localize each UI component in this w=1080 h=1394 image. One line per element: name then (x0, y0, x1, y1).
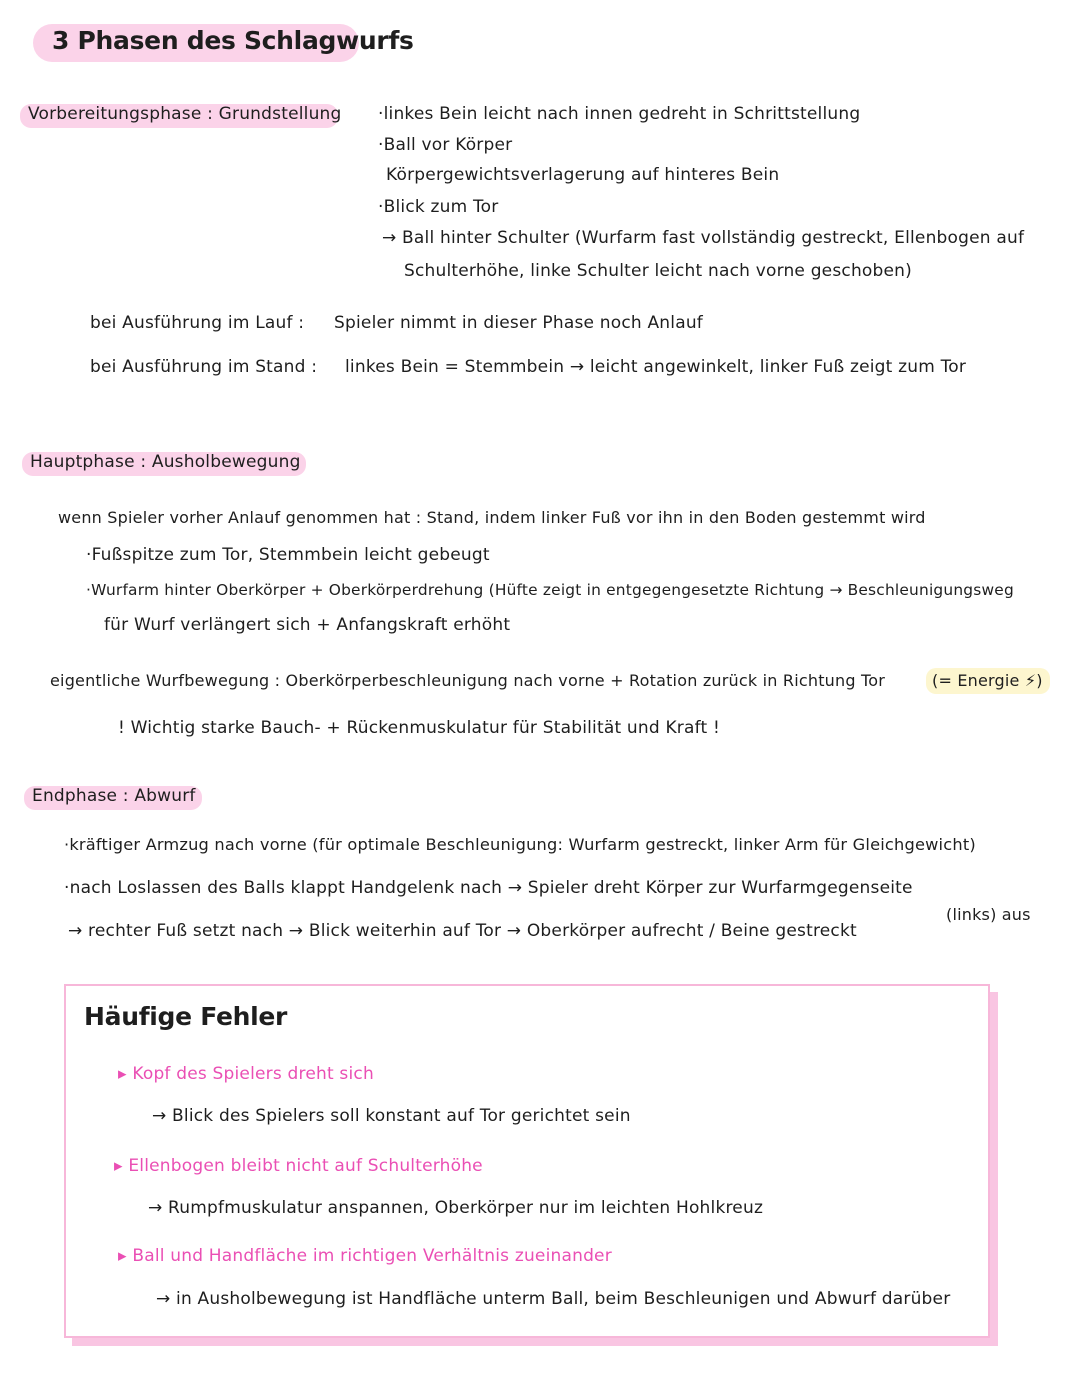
stand-label: bei Ausführung im Stand : (90, 357, 318, 377)
common-errors-heading: Häufige Fehler (84, 1002, 288, 1031)
prep-line: → Ball hinter Schulter (Wurfarm fast vollständig gestreckt, Ellenbogen auf (382, 228, 1025, 248)
prep-line: ·linkes Bein leicht nach innen gedreht in Schrittstellung (378, 104, 861, 124)
prep-heading: Vorbereitungsphase : Grundstellung (28, 104, 342, 124)
page-title: 3 Phasen des Schlagwurfs (52, 26, 414, 55)
lauf-text: Spieler nimmt in dieser Phase noch Anlauf (334, 313, 703, 333)
main-line: wenn Spieler vorher Anlauf genommen hat : Stand, indem linker Fuß vor ihn in den Boden gestemmt wird (58, 508, 926, 527)
prep-line: Schulterhöhe, linke Schulter leicht nach vorne geschoben) (404, 261, 912, 281)
energy-note: (= Energie ⚡) (932, 671, 1043, 690)
main-heading: Hauptphase : Ausholbewegung (30, 452, 301, 472)
end-line: ·nach Loslassen des Balls klappt Handgelenk nach → Spieler dreht Körper zur Wurfarmgegenseite (64, 878, 913, 898)
error-title: ▸ Ball und Handfläche im richtigen Verhältnis zueinander (118, 1246, 612, 1266)
error-title: ▸ Kopf des Spielers dreht sich (118, 1064, 374, 1084)
end-line: → rechter Fuß setzt nach → Blick weiterhin auf Tor → Oberkörper aufrecht / Beine gestreckt (68, 921, 857, 941)
prep-line: ·Blick zum Tor (378, 197, 499, 217)
main-line: für Wurf verlängert sich + Anfangskraft erhöht (104, 615, 511, 635)
main-line: ·Fußspitze zum Tor, Stemmbein leicht gebeugt (86, 545, 490, 565)
error-fix: → in Ausholbewegung ist Handfläche unterm Ball, beim Beschleunigen und Abwurf darüber (156, 1289, 951, 1309)
stand-text: linkes Bein = Stemmbein → leicht angewinkelt, linker Fuß zeigt zum Tor (345, 357, 967, 377)
important-note: ! Wichtig starke Bauch- + Rückenmuskulatur für Stabilität und Kraft ! (118, 718, 720, 738)
error-title: ▸ Ellenbogen bleibt nicht auf Schulterhöhe (114, 1156, 483, 1176)
error-fix: → Rumpfmuskulatur anspannen, Oberkörper nur im leichten Hohlkreuz (148, 1198, 764, 1218)
lauf-label: bei Ausführung im Lauf : (90, 313, 305, 333)
end-heading: Endphase : Abwurf (32, 786, 196, 806)
error-fix: → Blick des Spielers soll konstant auf Tor gerichtet sein (152, 1106, 631, 1126)
main-line: eigentliche Wurfbewegung : Oberkörperbeschleunigung nach vorne + Rotation zurück in Richtung Tor (50, 671, 886, 690)
prep-line: Körpergewichtsverlagerung auf hinteres Bein (386, 165, 780, 185)
end-line: (links) aus (946, 905, 1031, 924)
prep-line: ·Ball vor Körper (378, 135, 513, 155)
end-line: ·kräftiger Armzug nach vorne (für optimale Beschleunigung: Wurfarm gestreckt, linker Arm für Gleichgewicht) (64, 835, 976, 854)
main-line: ·Wurfarm hinter Oberkörper + Oberkörperdrehung (Hüfte zeigt in entgegengesetzte Richtung → Beschleunigungsweg (86, 581, 1014, 599)
